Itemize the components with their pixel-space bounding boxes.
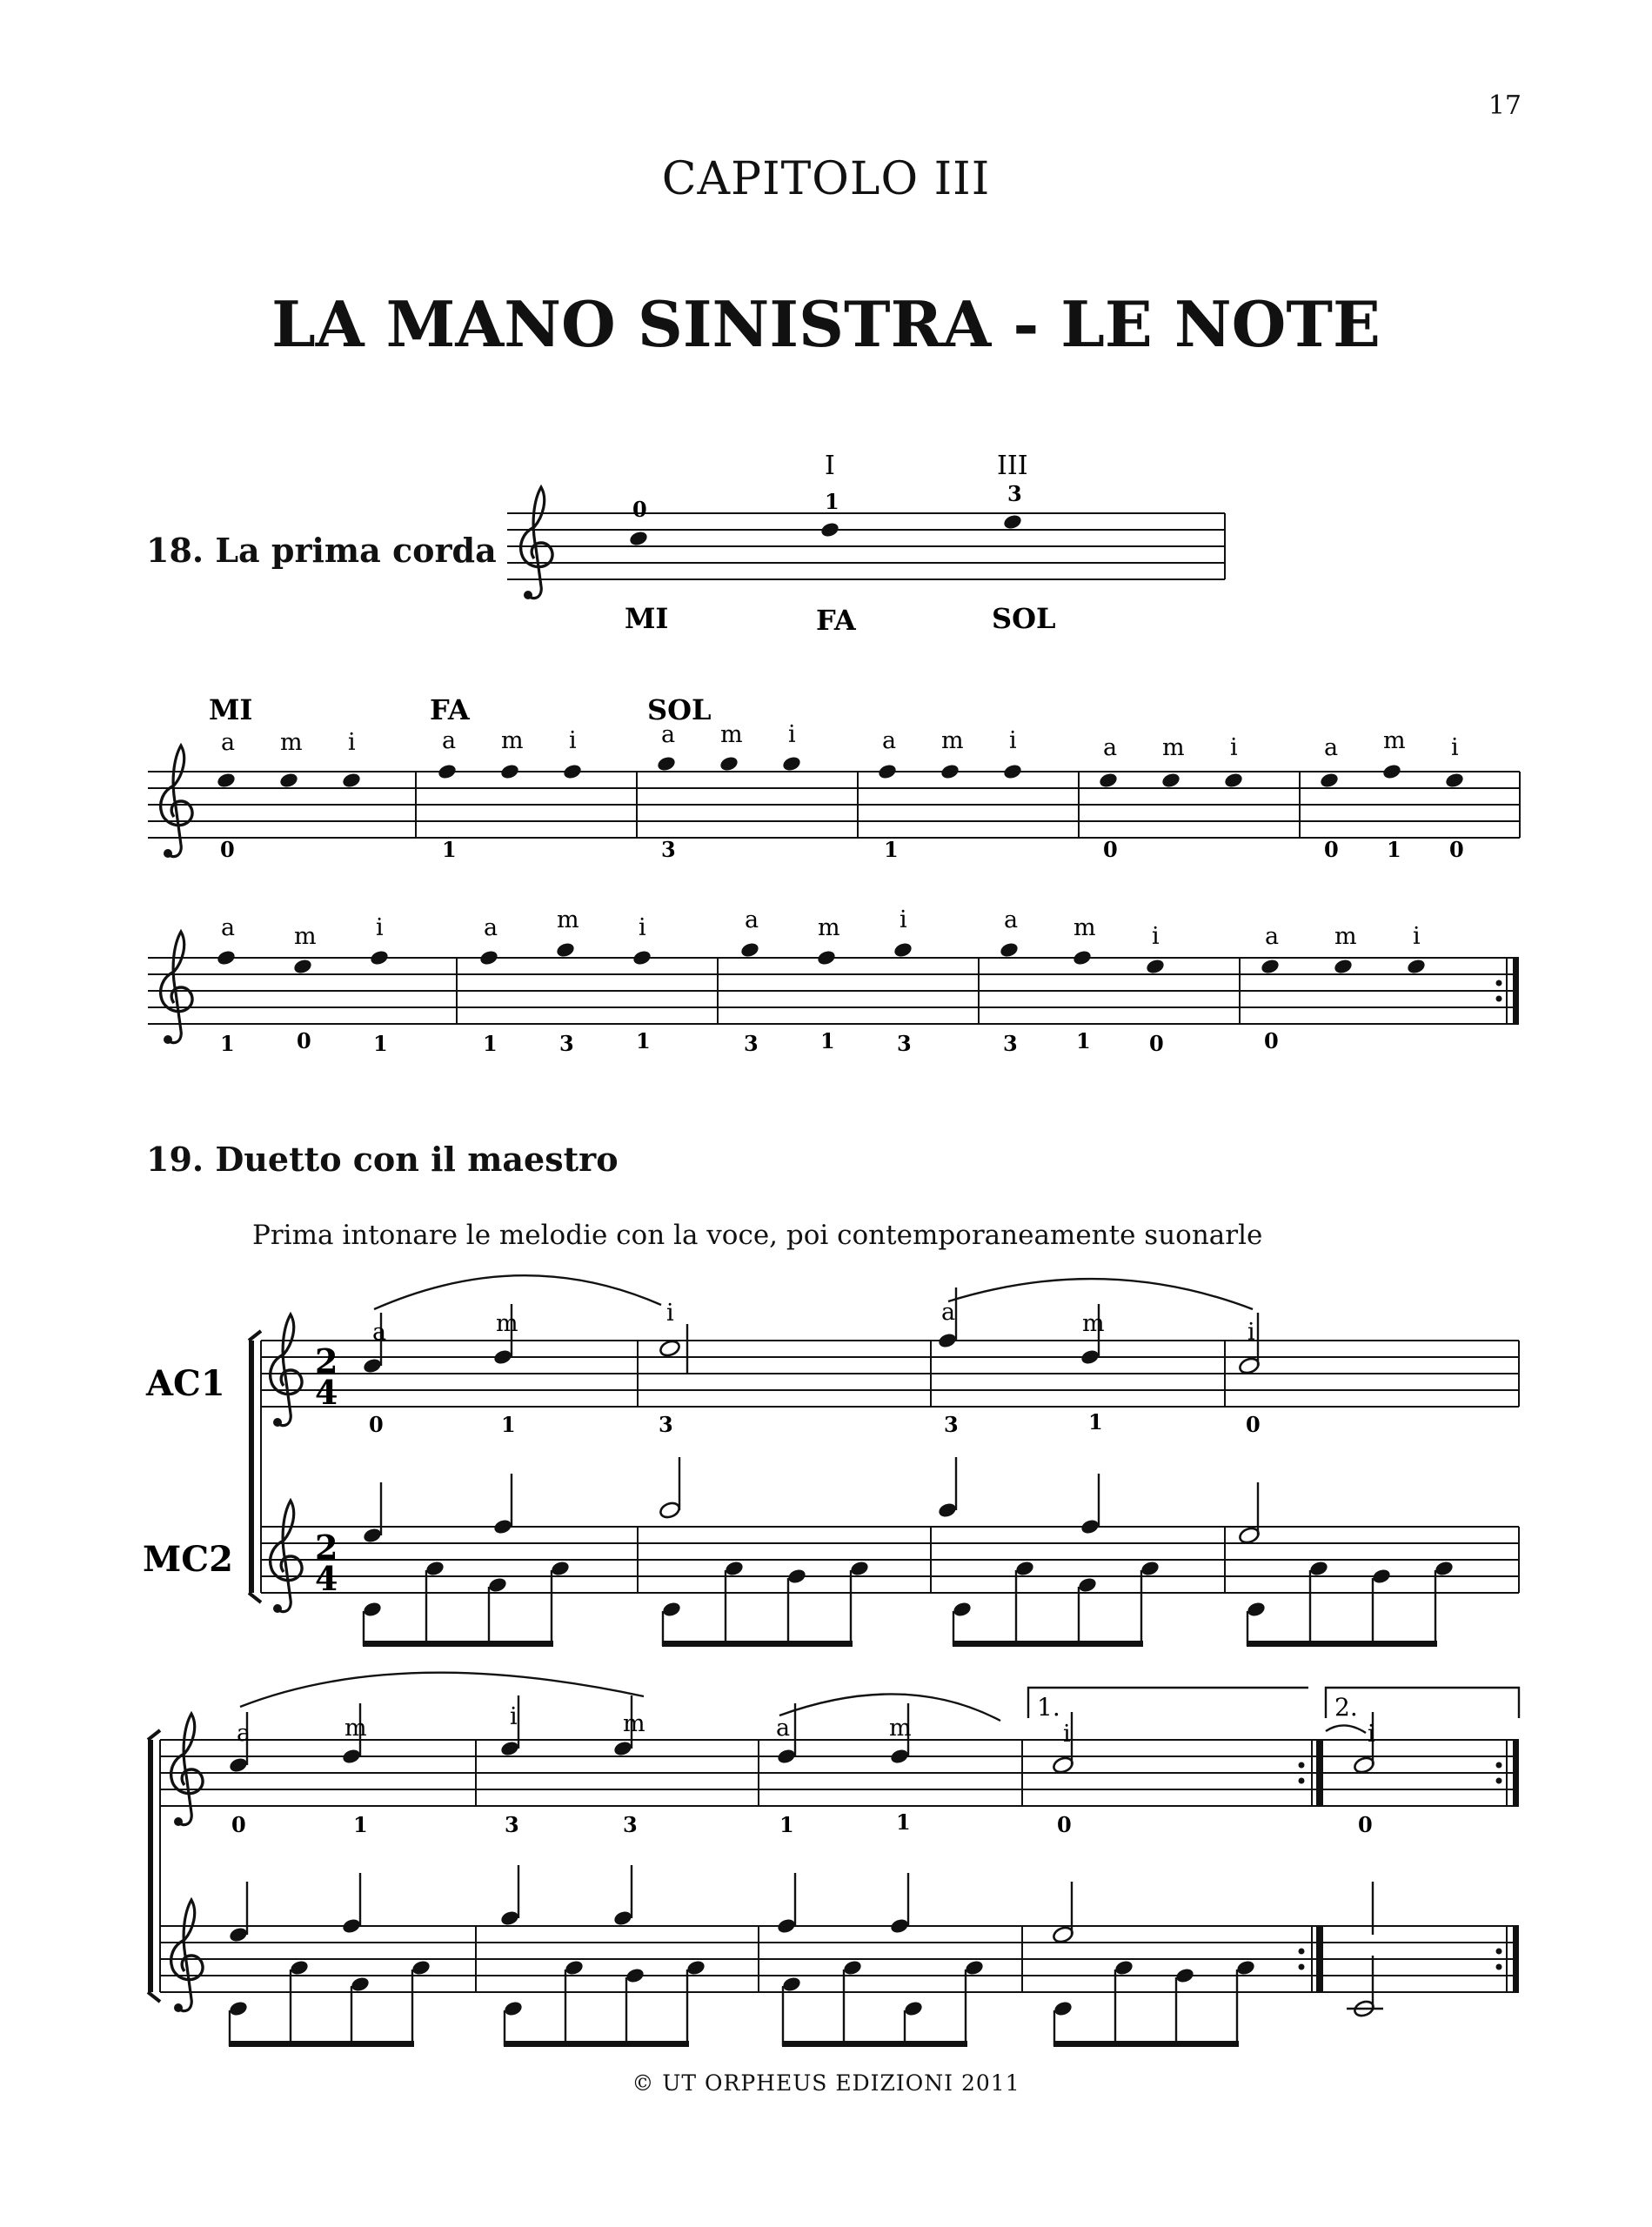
- fingering: 0: [1324, 837, 1339, 862]
- fingering: 3: [897, 1031, 912, 1056]
- page-title: LA MANO SINISTRA - LE NOTE: [271, 287, 1381, 361]
- fingering: 1: [220, 1031, 235, 1056]
- fingering: 1: [1076, 1028, 1091, 1053]
- rh-finger: a: [484, 914, 498, 941]
- rh-finger: i: [1063, 1721, 1071, 1748]
- fingering: 1: [442, 837, 457, 862]
- rh-finger: i: [1413, 923, 1421, 950]
- exercise-18-title: 18. La prima corda: [146, 531, 497, 570]
- rh-finger: a: [237, 1720, 251, 1747]
- fingering: 1: [896, 1809, 911, 1835]
- rh-finger: a: [442, 727, 457, 754]
- fingering: 3: [505, 1812, 519, 1837]
- fingering: 0: [231, 1812, 246, 1837]
- rh-finger: i: [1009, 727, 1017, 754]
- part-label-mc2: MC2: [143, 1539, 233, 1580]
- rh-finger: m: [280, 729, 303, 756]
- fingering: 0: [1103, 837, 1118, 862]
- rh-finger: m: [1073, 914, 1096, 941]
- treble-clef: [171, 1900, 203, 2012]
- note-name: SOL: [647, 693, 712, 726]
- treble-clef: [161, 746, 192, 858]
- rh-finger: a: [1265, 923, 1280, 950]
- fingering: 1: [779, 1812, 794, 1837]
- rh-finger: m: [344, 1715, 367, 1742]
- rh-finger: m: [818, 914, 840, 941]
- rh-finger: i: [1451, 734, 1459, 761]
- position-marker: III: [997, 451, 1028, 481]
- rh-finger: a: [372, 1319, 387, 1346]
- fingering: 1: [1387, 837, 1401, 862]
- fingering: 0: [1449, 837, 1464, 862]
- ex19-system-2: [148, 1673, 1519, 2047]
- rh-finger: a: [221, 914, 236, 941]
- rh-finger: i: [348, 729, 356, 756]
- rh-finger: a: [221, 729, 236, 756]
- fingering: 1: [820, 1028, 835, 1053]
- time-signature-top: 2: [315, 1341, 338, 1381]
- rh-finger: i: [1247, 1319, 1255, 1346]
- rh-finger: a: [745, 906, 759, 933]
- rh-finger: i: [1152, 923, 1160, 950]
- fingering: 3: [623, 1812, 638, 1837]
- note: [628, 530, 649, 547]
- fingering: 1: [483, 1031, 498, 1056]
- rh-finger: a: [941, 1299, 956, 1326]
- fingering: 3: [559, 1031, 574, 1056]
- ex18-line-2: [148, 906, 1519, 1056]
- time-signature-top: 2: [315, 1528, 338, 1567]
- note: [1002, 513, 1023, 531]
- fingering: 3: [659, 1412, 673, 1437]
- exercise-19-instruction: Prima intonare le melodie con la voce, poi contemporaneamente suonarle: [252, 1220, 1263, 1251]
- fingering: 1: [636, 1028, 651, 1053]
- fingering: 0: [632, 497, 647, 522]
- note-name: MI: [209, 693, 253, 726]
- treble-clef: [171, 1714, 203, 1826]
- fingering: 0: [1149, 1031, 1164, 1056]
- rh-finger: a: [1324, 734, 1339, 761]
- rh-finger: m: [1082, 1310, 1105, 1337]
- part-label-ac1: AC1: [146, 1363, 225, 1404]
- note-name: FA: [816, 604, 856, 637]
- rh-finger: i: [376, 914, 384, 941]
- fingering: 1: [373, 1031, 388, 1056]
- note-name: SOL: [992, 602, 1056, 635]
- fingering: 1: [501, 1412, 516, 1437]
- fingering: 0: [1264, 1028, 1279, 1053]
- rh-finger: i: [1230, 734, 1238, 761]
- treble-clef: [271, 1501, 302, 1613]
- page-number: 17: [1488, 90, 1522, 121]
- fingering: 3: [661, 837, 676, 862]
- volta-2: 2.: [1334, 1693, 1358, 1722]
- fingering: 0: [220, 837, 235, 862]
- rh-finger: a: [882, 727, 897, 754]
- rh-finger: m: [501, 727, 524, 754]
- treble-clef: [161, 932, 192, 1044]
- footer-copyright: © UT ORPHEUS EDIZIONI 2011: [632, 2070, 1020, 2096]
- volta-1: 1.: [1037, 1693, 1060, 1722]
- note: [819, 521, 840, 538]
- rh-finger: i: [900, 906, 907, 933]
- ex19-system-1: [143, 1275, 1519, 1647]
- position-marker: I: [825, 451, 835, 481]
- note-name: FA: [430, 693, 470, 726]
- fingering: 0: [1057, 1812, 1072, 1837]
- rh-finger: i: [569, 727, 577, 754]
- fingering: 3: [1003, 1031, 1018, 1056]
- chapter-heading: CAPITOLO III: [661, 153, 991, 205]
- fingering: 1: [825, 489, 839, 514]
- rh-finger: i: [1368, 1721, 1375, 1748]
- rh-finger: m: [720, 721, 743, 748]
- fingering: 3: [944, 1412, 959, 1437]
- rh-finger: a: [661, 721, 676, 748]
- note-name: MI: [625, 602, 669, 635]
- fingering: 1: [884, 837, 899, 862]
- treble-clef: [521, 487, 552, 599]
- rh-finger: m: [294, 923, 317, 950]
- fingering: 0: [1358, 1812, 1373, 1837]
- rh-finger: m: [941, 727, 964, 754]
- rh-finger: m: [623, 1710, 645, 1737]
- ex18-line-1: [148, 693, 1520, 862]
- time-signature-bottom: 4: [315, 1559, 338, 1598]
- rh-finger: a: [1004, 906, 1019, 933]
- rh-finger: i: [510, 1703, 518, 1730]
- treble-clef: [271, 1314, 302, 1427]
- fingering: 0: [297, 1028, 311, 1053]
- fingering: 0: [1246, 1412, 1261, 1437]
- fingering: 3: [744, 1031, 759, 1056]
- rh-finger: m: [889, 1715, 912, 1742]
- rh-finger: i: [788, 721, 796, 748]
- fingering: 3: [1007, 481, 1022, 506]
- rh-finger: m: [1162, 734, 1185, 761]
- rh-finger: m: [557, 906, 579, 933]
- rh-finger: a: [1103, 734, 1118, 761]
- rh-finger: i: [639, 914, 646, 941]
- rh-finger: m: [1334, 923, 1357, 950]
- rh-finger: m: [1383, 727, 1406, 754]
- rh-finger: a: [776, 1715, 791, 1742]
- rh-finger: i: [666, 1300, 674, 1327]
- exercise-19-title: 19. Duetto con il maestro: [146, 1140, 619, 1179]
- rh-finger: m: [496, 1310, 518, 1337]
- fingering: 1: [1088, 1409, 1103, 1435]
- ex18-intro-staff: [507, 451, 1225, 637]
- time-signature-bottom: 4: [315, 1373, 338, 1412]
- fingering: 1: [353, 1812, 368, 1837]
- fingering: 0: [369, 1412, 384, 1437]
